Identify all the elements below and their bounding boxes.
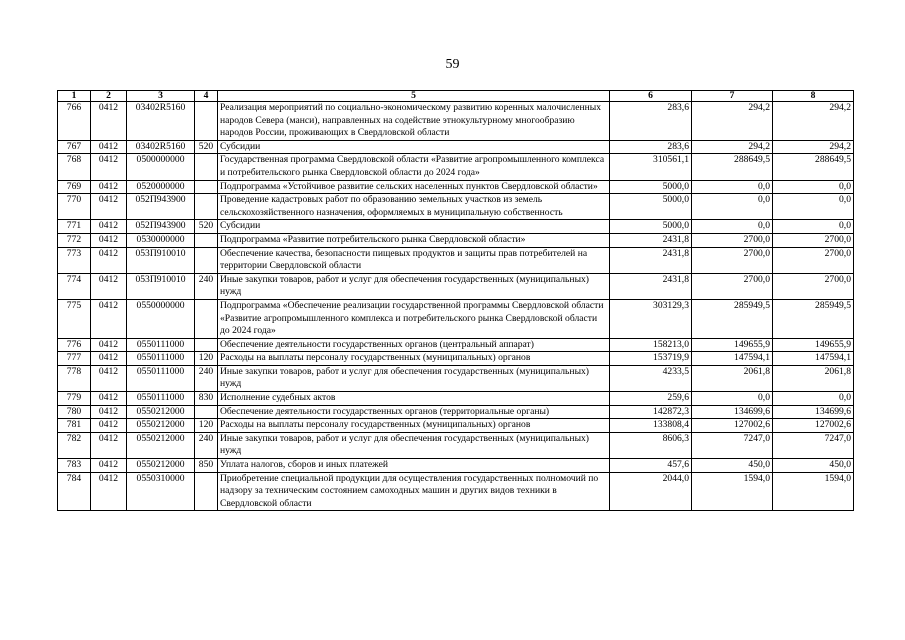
row-number: 781 xyxy=(58,419,91,433)
amount-year-1: 133808,4 xyxy=(610,419,692,433)
item-name: Уплата налогов, сборов и иных платежей xyxy=(218,459,610,473)
target-article-code: 052П943900 xyxy=(127,220,195,234)
table-row xyxy=(58,154,854,180)
table-row xyxy=(58,247,854,273)
amount-year-3: 2700,0 xyxy=(773,233,854,247)
target-article-code: 0550212000 xyxy=(127,419,195,433)
amount-year-3: 2700,0 xyxy=(773,273,854,299)
amount-year-2: 134699,6 xyxy=(692,405,773,419)
target-article-code: 0550212000 xyxy=(127,432,195,458)
amount-year-2: 294,2 xyxy=(692,102,773,141)
section-code: 0412 xyxy=(91,365,127,391)
item-name: Исполнение судебных актов xyxy=(218,392,610,406)
item-name: Реализация мероприятий по социально-экономическому развитию коренных малочисленных народов Севера (манси), направленных на содействие этнокультурному многообразию народов России, проживающих в Свердловской области xyxy=(218,102,610,141)
item-name: Иные закупки товаров, работ и услуг для обеспечения государственных (муниципальных) нужд xyxy=(218,273,610,299)
amount-year-3: 294,2 xyxy=(773,102,854,141)
amount-year-3: 134699,6 xyxy=(773,405,854,419)
amount-year-2: 0,0 xyxy=(692,392,773,406)
target-article-code: 0550000000 xyxy=(127,299,195,338)
amount-year-3: 147594,1 xyxy=(773,352,854,366)
table-row xyxy=(58,233,854,247)
section-code: 0412 xyxy=(91,233,127,247)
section-code: 0412 xyxy=(91,405,127,419)
target-article-code: 03402R5160 xyxy=(127,102,195,141)
amount-year-1: 4233,5 xyxy=(610,365,692,391)
row-number: 770 xyxy=(58,194,91,220)
target-article-code: 0550111000 xyxy=(127,352,195,366)
item-name: Подпрограмма «Обеспечение реализации государственной программы Свердловской области «Развитие агропромышленного комплекса и потребительского рынка Свердловской области до 2024 года» xyxy=(218,299,610,338)
table-row xyxy=(58,432,854,458)
amount-year-1: 8606,3 xyxy=(610,432,692,458)
target-article-code: 0550212000 xyxy=(127,405,195,419)
row-number: 778 xyxy=(58,365,91,391)
row-number: 769 xyxy=(58,180,91,194)
amount-year-1: 2431,8 xyxy=(610,247,692,273)
amount-year-2: 0,0 xyxy=(692,220,773,234)
table-row xyxy=(58,194,854,220)
amount-year-3: 450,0 xyxy=(773,459,854,473)
table-row xyxy=(58,180,854,194)
expense-type-code xyxy=(195,180,218,194)
amount-year-3: 294,2 xyxy=(773,140,854,154)
amount-year-1: 5000,0 xyxy=(610,194,692,220)
column-header: 6 xyxy=(610,91,692,102)
section-code: 0412 xyxy=(91,273,127,299)
amount-year-1: 153719,9 xyxy=(610,352,692,366)
amount-year-2: 7247,0 xyxy=(692,432,773,458)
amount-year-1: 457,6 xyxy=(610,459,692,473)
column-header: 7 xyxy=(692,91,773,102)
column-header: 8 xyxy=(773,91,854,102)
expense-type-code xyxy=(195,299,218,338)
amount-year-1: 5000,0 xyxy=(610,180,692,194)
item-name: Обеспечение деятельности государственных органов (центральный аппарат) xyxy=(218,338,610,352)
amount-year-2: 294,2 xyxy=(692,140,773,154)
section-code: 0412 xyxy=(91,299,127,338)
table-row xyxy=(58,392,854,406)
table-row xyxy=(58,220,854,234)
amount-year-2: 450,0 xyxy=(692,459,773,473)
amount-year-1: 158213,0 xyxy=(610,338,692,352)
section-code: 0412 xyxy=(91,154,127,180)
row-number: 767 xyxy=(58,140,91,154)
amount-year-1: 142872,3 xyxy=(610,405,692,419)
target-article-code: 053П910010 xyxy=(127,273,195,299)
column-header: 3 xyxy=(127,91,195,102)
table-row xyxy=(58,472,854,511)
section-code: 0412 xyxy=(91,352,127,366)
amount-year-3: 0,0 xyxy=(773,194,854,220)
amount-year-3: 2061,8 xyxy=(773,365,854,391)
expense-type-code xyxy=(195,472,218,511)
table-row xyxy=(58,273,854,299)
amount-year-1: 2431,8 xyxy=(610,233,692,247)
amount-year-3: 2700,0 xyxy=(773,247,854,273)
target-article-code: 03402R5160 xyxy=(127,140,195,154)
row-number: 782 xyxy=(58,432,91,458)
row-number: 784 xyxy=(58,472,91,511)
amount-year-1: 283,6 xyxy=(610,140,692,154)
amount-year-3: 149655,9 xyxy=(773,338,854,352)
target-article-code: 0520000000 xyxy=(127,180,195,194)
section-code: 0412 xyxy=(91,338,127,352)
row-number: 774 xyxy=(58,273,91,299)
item-name: Подпрограмма «Устойчивое развитие сельских населенных пунктов Свердловской области» xyxy=(218,180,610,194)
target-article-code: 0550310000 xyxy=(127,472,195,511)
section-code: 0412 xyxy=(91,220,127,234)
item-name: Иные закупки товаров, работ и услуг для обеспечения государственных (муниципальных) нужд xyxy=(218,365,610,391)
item-name: Приобретение специальной продукции для осуществления государственных полномочий по надзору за техническим состоянием самоходных машин и других видов техники в Свердловской области xyxy=(218,472,610,511)
target-article-code: 0530000000 xyxy=(127,233,195,247)
expense-type-code xyxy=(195,405,218,419)
expense-type-code: 240 xyxy=(195,432,218,458)
target-article-code: 053П910010 xyxy=(127,247,195,273)
amount-year-2: 2700,0 xyxy=(692,233,773,247)
table-row xyxy=(58,140,854,154)
row-number: 776 xyxy=(58,338,91,352)
expense-type-code xyxy=(195,233,218,247)
amount-year-2: 0,0 xyxy=(692,180,773,194)
expense-type-code: 240 xyxy=(195,273,218,299)
section-code: 0412 xyxy=(91,247,127,273)
budget-table xyxy=(57,90,854,511)
section-code: 0412 xyxy=(91,432,127,458)
expense-type-code: 520 xyxy=(195,220,218,234)
table-row xyxy=(58,365,854,391)
section-code: 0412 xyxy=(91,419,127,433)
section-code: 0412 xyxy=(91,140,127,154)
column-header: 5 xyxy=(218,91,610,102)
section-code: 0412 xyxy=(91,392,127,406)
amount-year-1: 303129,3 xyxy=(610,299,692,338)
amount-year-3: 288649,5 xyxy=(773,154,854,180)
table-row xyxy=(58,419,854,433)
amount-year-2: 2061,8 xyxy=(692,365,773,391)
item-name: Обеспечение деятельности государственных органов (территориальные органы) xyxy=(218,405,610,419)
row-number: 779 xyxy=(58,392,91,406)
amount-year-2: 285949,5 xyxy=(692,299,773,338)
row-number: 777 xyxy=(58,352,91,366)
row-number: 768 xyxy=(58,154,91,180)
row-number: 771 xyxy=(58,220,91,234)
target-article-code: 0550111000 xyxy=(127,392,195,406)
amount-year-3: 0,0 xyxy=(773,220,854,234)
table-row xyxy=(58,299,854,338)
amount-year-1: 2431,8 xyxy=(610,273,692,299)
expense-type-code: 240 xyxy=(195,365,218,391)
amount-year-2: 149655,9 xyxy=(692,338,773,352)
expense-type-code xyxy=(195,154,218,180)
amount-year-3: 127002,6 xyxy=(773,419,854,433)
expense-type-code: 520 xyxy=(195,140,218,154)
item-name: Субсидии xyxy=(218,140,610,154)
amount-year-3: 285949,5 xyxy=(773,299,854,338)
expense-type-code: 120 xyxy=(195,419,218,433)
row-number: 766 xyxy=(58,102,91,141)
amount-year-2: 127002,6 xyxy=(692,419,773,433)
row-number: 775 xyxy=(58,299,91,338)
amount-year-2: 2700,0 xyxy=(692,247,773,273)
expense-type-code: 850 xyxy=(195,459,218,473)
section-code: 0412 xyxy=(91,459,127,473)
row-number: 780 xyxy=(58,405,91,419)
page-number: 59 xyxy=(445,57,460,72)
amount-year-2: 288649,5 xyxy=(692,154,773,180)
expense-type-code xyxy=(195,247,218,273)
amount-year-1: 2044,0 xyxy=(610,472,692,511)
header-row xyxy=(58,91,854,102)
target-article-code: 0550111000 xyxy=(127,338,195,352)
amount-year-2: 1594,0 xyxy=(692,472,773,511)
section-code: 0412 xyxy=(91,102,127,141)
item-name: Субсидии xyxy=(218,220,610,234)
target-article-code: 0550212000 xyxy=(127,459,195,473)
column-header: 1 xyxy=(58,91,91,102)
amount-year-3: 7247,0 xyxy=(773,432,854,458)
column-header: 2 xyxy=(91,91,127,102)
amount-year-1: 283,6 xyxy=(610,102,692,141)
amount-year-1: 5000,0 xyxy=(610,220,692,234)
table-row xyxy=(58,352,854,366)
amount-year-3: 0,0 xyxy=(773,180,854,194)
table-row xyxy=(58,459,854,473)
item-name: Проведение кадастровых работ по образованию земельных участков из земель сельскохозяйственного назначения, оформляемых в муниципальную собственность xyxy=(218,194,610,220)
target-article-code: 052П943900 xyxy=(127,194,195,220)
expense-type-code xyxy=(195,194,218,220)
amount-year-3: 0,0 xyxy=(773,392,854,406)
section-code: 0412 xyxy=(91,194,127,220)
amount-year-1: 259,6 xyxy=(610,392,692,406)
section-code: 0412 xyxy=(91,472,127,511)
expense-type-code xyxy=(195,338,218,352)
column-header: 4 xyxy=(195,91,218,102)
item-name: Обеспечение качества, безопасности пищевых продуктов и защиты прав потребителей на территории Свердловской области xyxy=(218,247,610,273)
target-article-code: 0550111000 xyxy=(127,365,195,391)
amount-year-2: 147594,1 xyxy=(692,352,773,366)
item-name: Подпрограмма «Развитие потребительского рынка Свердловской области» xyxy=(218,233,610,247)
section-code: 0412 xyxy=(91,180,127,194)
expense-type-code: 120 xyxy=(195,352,218,366)
table-row xyxy=(58,405,854,419)
expense-type-code: 830 xyxy=(195,392,218,406)
amount-year-2: 0,0 xyxy=(692,194,773,220)
item-name: Расходы на выплаты персоналу государственных (муниципальных) органов xyxy=(218,419,610,433)
row-number: 773 xyxy=(58,247,91,273)
row-number: 772 xyxy=(58,233,91,247)
table-row xyxy=(58,102,854,141)
target-article-code: 0500000000 xyxy=(127,154,195,180)
table-row xyxy=(58,338,854,352)
item-name: Государственная программа Свердловской области «Развитие агропромышленного комплекса и потребительского рынка Свердловской области до 2024 года» xyxy=(218,154,610,180)
amount-year-2: 2700,0 xyxy=(692,273,773,299)
amount-year-3: 1594,0 xyxy=(773,472,854,511)
item-name: Расходы на выплаты персоналу государственных (муниципальных) органов xyxy=(218,352,610,366)
amount-year-1: 310561,1 xyxy=(610,154,692,180)
row-number: 783 xyxy=(58,459,91,473)
expense-type-code xyxy=(195,102,218,141)
item-name: Иные закупки товаров, работ и услуг для обеспечения государственных (муниципальных) нужд xyxy=(218,432,610,458)
